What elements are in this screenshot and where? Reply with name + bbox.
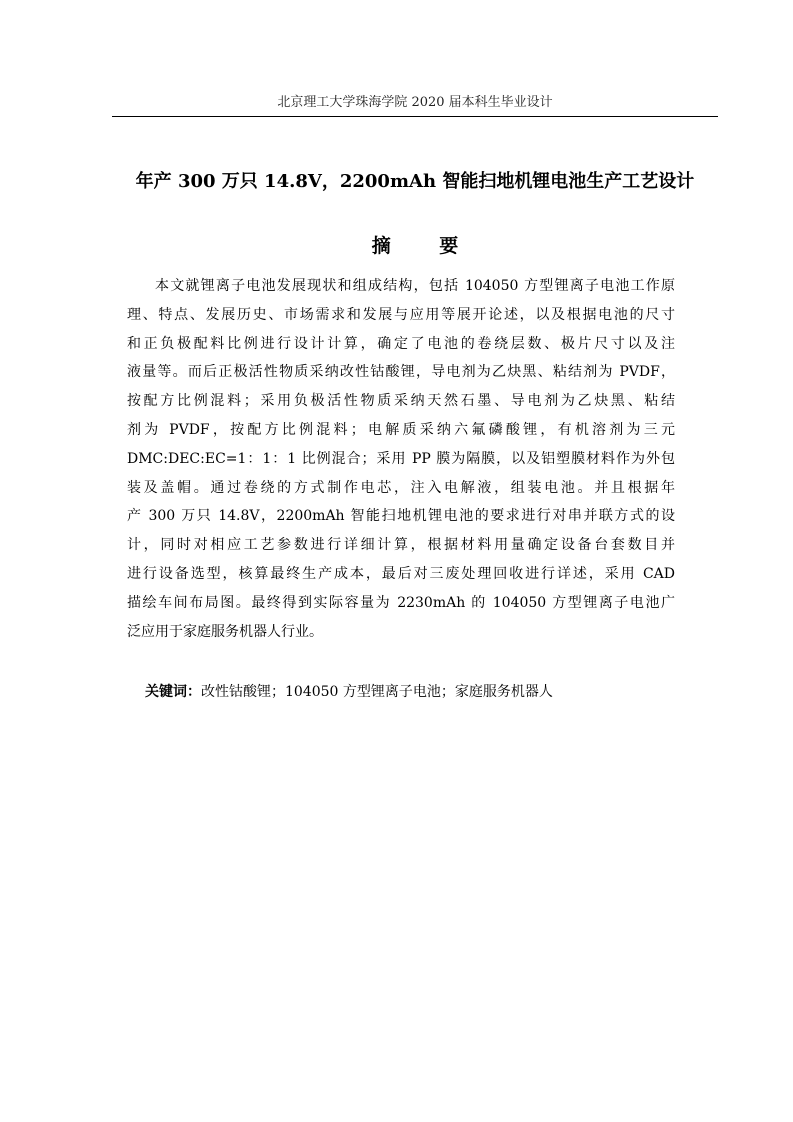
- abstract-line: 计，同时对相应工艺参数进行详细计算，根据材料用量确定设备台套数目并: [127, 537, 675, 554]
- abstract-line: 液量等。而后正极活性物质采纳改性钴酸锂，导电剂为乙炔黑、粘结剂为 PVDF，: [127, 364, 675, 381]
- abstract-heading: 摘 要: [371, 235, 480, 257]
- keywords: [145, 678, 685, 706]
- abstract-line: DMC:DEC:EC=1：1：1 比例混合；采用 PP 膜为隔膜，以及铝塑膜材料作为外包: [127, 450, 675, 467]
- abstract-line: 剂为 PVDF，按配方比例混料；电解质采纳六氟磷酸锂，有机溶剂为三元: [127, 421, 675, 438]
- abstract-line: 按配方比例混料；采用负极活性物质采纳天然石墨、导电剂为乙炔黑、粘结: [127, 393, 675, 410]
- abstract-body: [127, 272, 675, 646]
- keywords-text: 改性钴酸锂；104050 方型锂离子电池；家庭服务机器人: [201, 684, 553, 700]
- running-header: 北京理工大学珠海学院 2020 届本科生毕业设计: [277, 95, 553, 110]
- abstract-line: 和正负极配料比例进行设计计算，确定了电池的卷绕层数、极片尺寸以及注: [127, 335, 675, 352]
- abstract-line: 描绘车间布局图。最终得到实际容量为 2230mAh 的 104050 方型锂离子电池广: [127, 594, 675, 611]
- header-rule: [112, 116, 718, 117]
- keywords-label: 关键词：: [145, 684, 201, 700]
- abstract-line: 进行设备选型，核算最终生产成本，最后对三废处理回收进行详述，采用 CAD: [127, 565, 675, 582]
- abstract-line: 装及盖帽。通过卷绕的方式制作电芯，注入电解液，组装电池。并且根据年: [127, 479, 675, 496]
- abstract-line: 理、特点、发展历史、市场需求和发展与应用等展开论述，以及根据电池的尺寸: [127, 306, 675, 323]
- thesis-title: 年产 300 万只 14.8V，2200mAh 智能扫地机锂电池生产工艺设计: [135, 171, 695, 192]
- abstract-line: 泛应用于家庭服务机器人行业。: [127, 623, 323, 640]
- abstract-line: 产 300 万只 14.8V，2200mAh 智能扫地机锂电池的要求进行对串并联方式的设: [127, 508, 675, 525]
- abstract-line: 本文就锂离子电池发展现状和组成结构，包括 104050 方型锂离子电池工作原: [155, 278, 675, 294]
